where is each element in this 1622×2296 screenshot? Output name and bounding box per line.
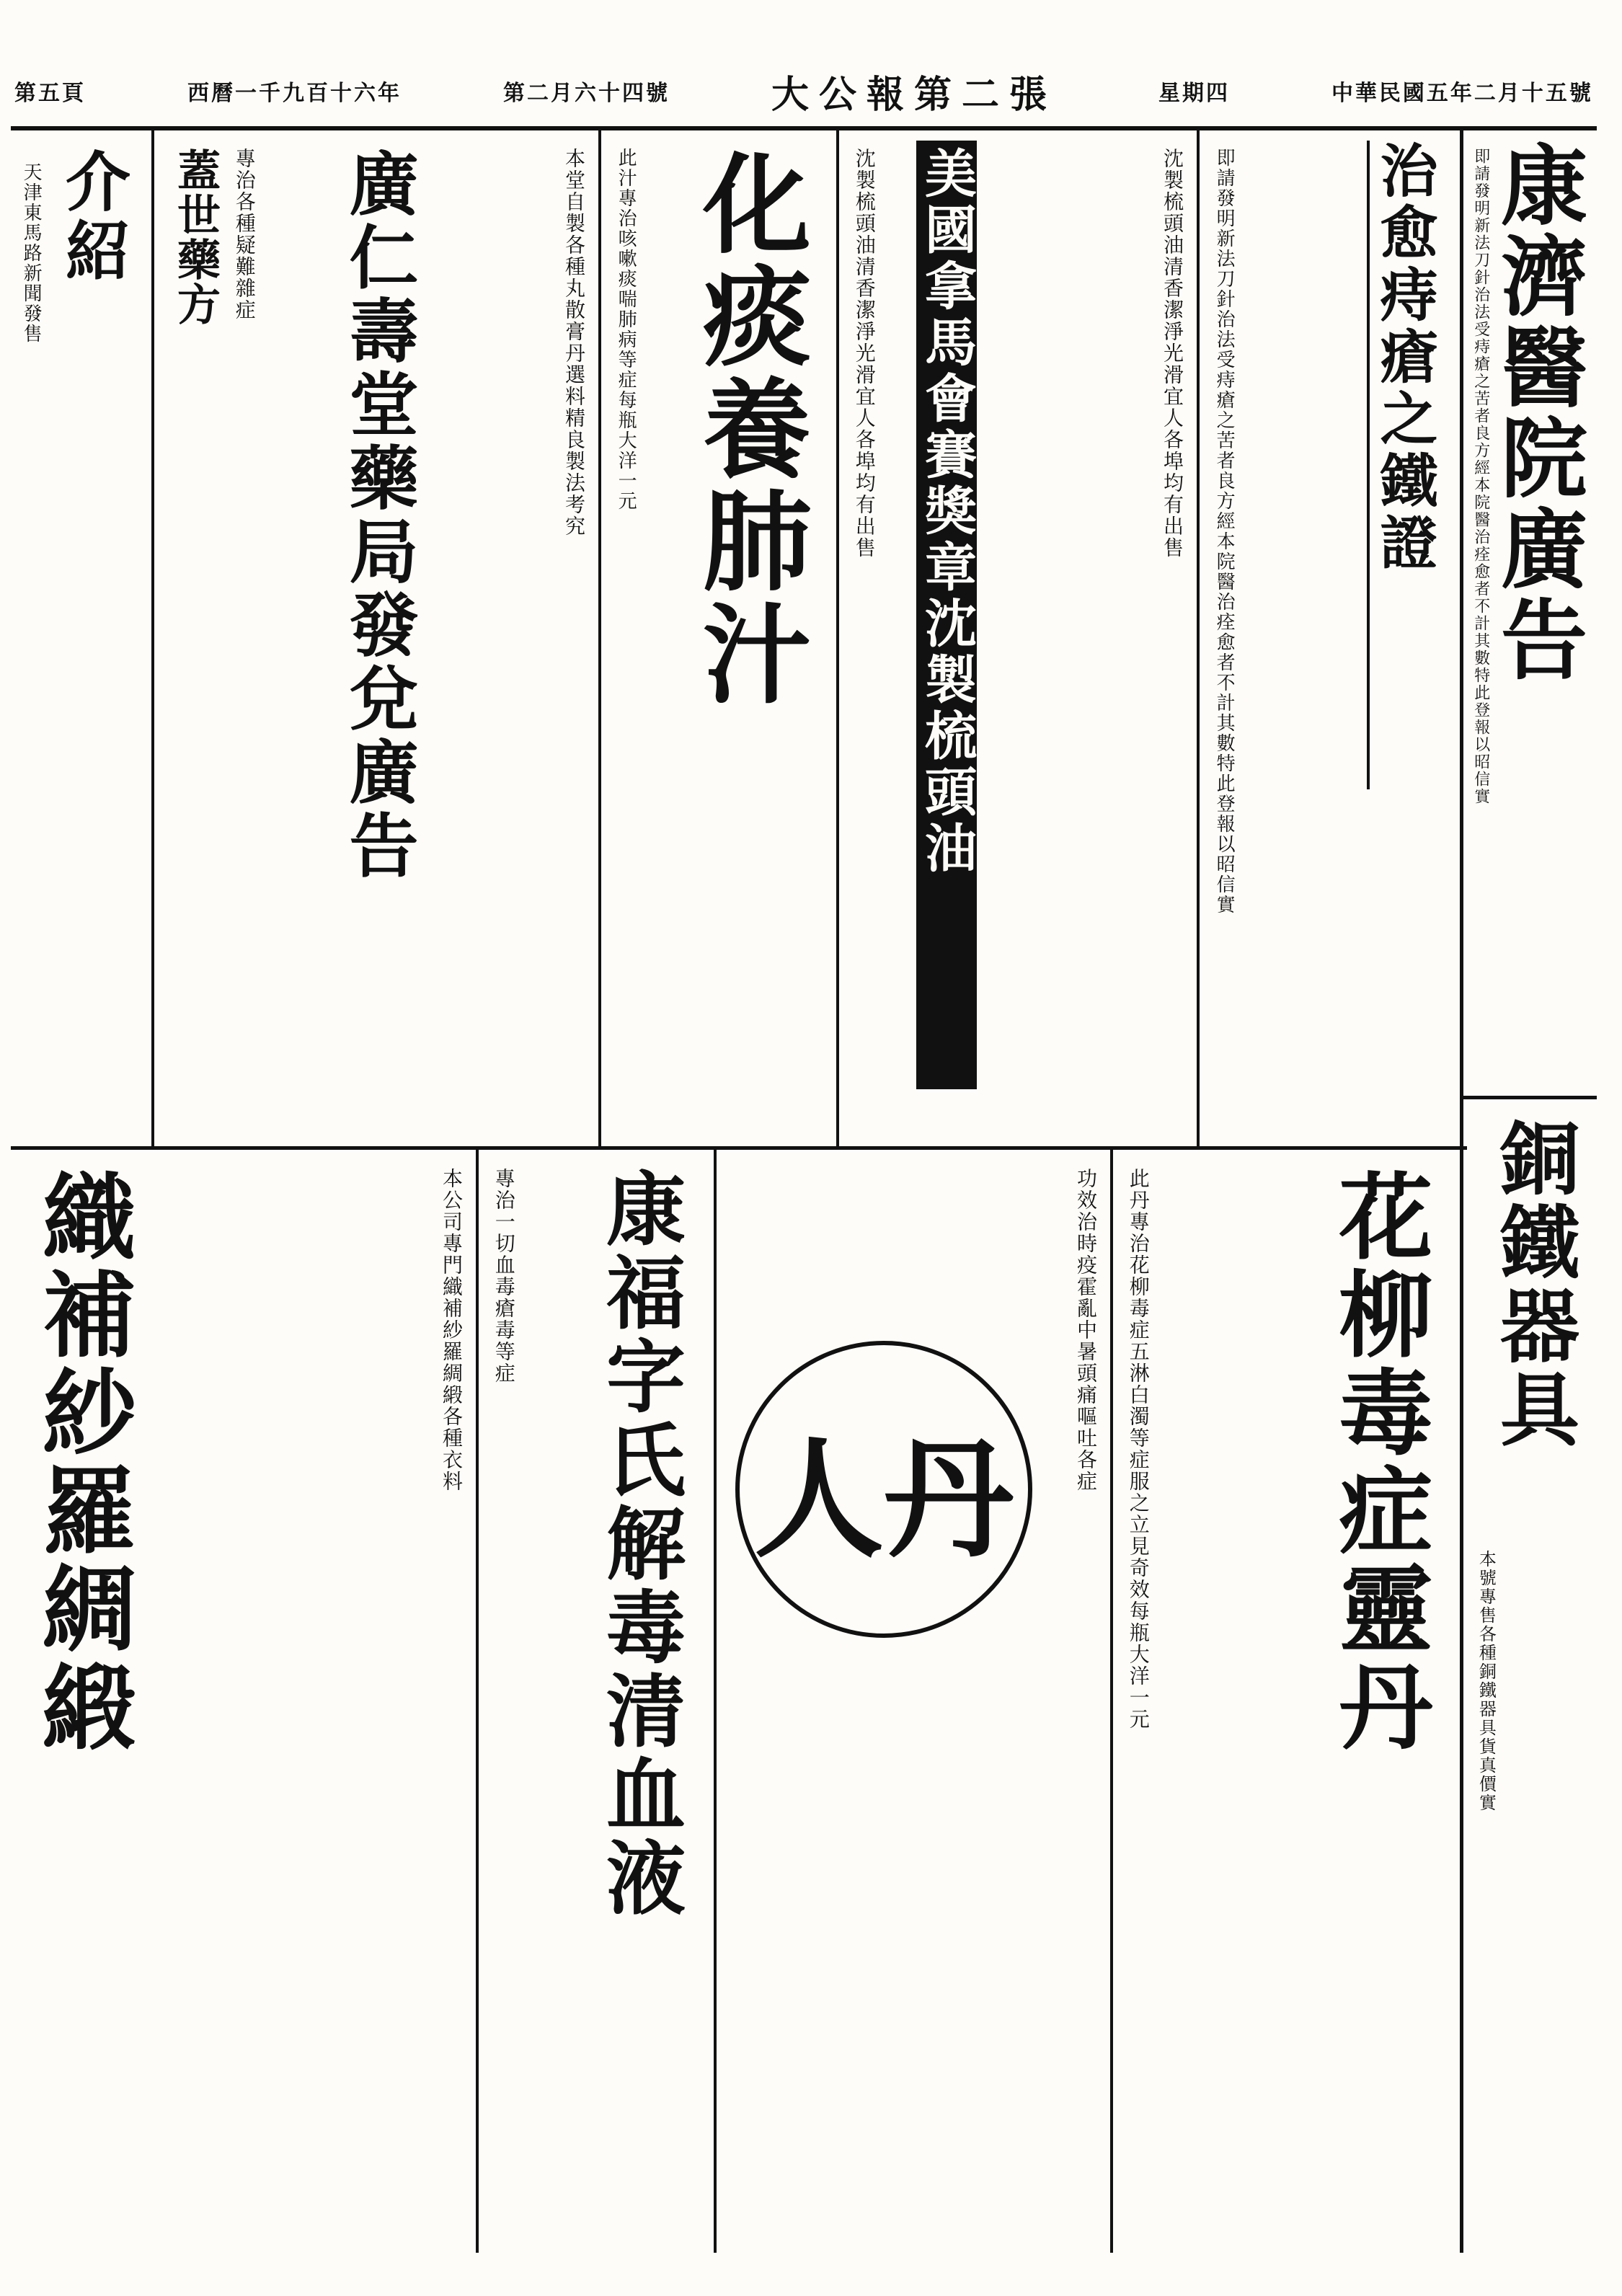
ad-huayang	[606, 133, 833, 1143]
ad-shenzhi-text: 沈製梳頭油清香潔淨光滑宜人各埠均有出售	[852, 148, 877, 559]
ad-tongtie-text: 本號專售各種銅鐵器具貨真價實	[1476, 1550, 1497, 1812]
ad-renfang-text: 功效治時疫霍亂中暑頭痛嘔吐各症	[1074, 1168, 1098, 1492]
date-chinese: 中華民國五年二月十五號	[1331, 81, 1593, 106]
ad-renshou-headline: 廣仁壽堂藥局發兌廣告	[338, 148, 420, 883]
issue-number: 第二月六十四號	[502, 81, 670, 106]
ad-zhiliao-text: 本公司專門織補紗羅綢緞各種衣料	[440, 1168, 464, 1492]
masthead	[14, 69, 1593, 117]
ad-jieshao-headline: 介紹	[54, 148, 130, 286]
column-rule-7	[476, 1150, 479, 2253]
column-rule-6	[714, 1150, 717, 2253]
top-rule	[11, 126, 1597, 130]
column-rule-5	[1110, 1150, 1113, 2253]
ad-jieshao	[11, 133, 148, 1143]
ad-kangji-headline: 康濟醫院廣告	[1486, 141, 1588, 686]
ad-zhiliao-headline: 織補紗羅綢緞	[27, 1168, 138, 1756]
ad-tongtie	[1467, 1103, 1597, 2256]
ad-shenzhi-text-2: 沈製梳頭油清香潔淨光滑宜人各埠均有出售	[1161, 148, 1184, 559]
middle-rule	[11, 1146, 1467, 1150]
date-western: 西曆一千九百十六年	[187, 81, 402, 106]
column-rule-3	[598, 130, 601, 1146]
ad-huaren-text: 此丹專治花柳毒症五淋白濁等症服之立見奇效每瓶大洋一元	[1126, 1168, 1151, 1730]
ad-shenzhi	[843, 133, 1193, 1143]
ad-tongtie-headline: 銅鐵器具	[1487, 1117, 1580, 1452]
column-rule-2	[836, 130, 839, 1146]
ad-huayang-headline: 化痰養肺汁	[684, 148, 811, 710]
column-rule-4	[151, 130, 154, 1146]
ad-kangfu-headline: 康福字氏解毒清血液	[593, 1168, 686, 1920]
ad-renfang	[721, 1153, 1107, 2253]
ad-kangfu-text: 專治一切血毒瘡毒等症	[492, 1168, 516, 1384]
right-column-rule	[1460, 126, 1463, 2253]
ad-jieshao-text: 天津東馬路新聞發售	[20, 162, 43, 344]
paper-name: 大公報第二張	[771, 72, 1057, 117]
ad-gaizhuang-text: 專治各種疑難雜症	[232, 148, 257, 321]
ad-kangji-body: 即請發明新法刀針治法受痔瘡之苦者良方經本院醫治痊愈者不計其數特此登報以昭信實	[1213, 148, 1236, 915]
ad-kangfu	[483, 1153, 710, 2253]
ad-kangji-hospital	[1467, 133, 1597, 1092]
page-label: 第五頁	[14, 81, 86, 106]
renfang-badge-text: 人丹	[753, 1424, 1014, 1576]
ad-renshou	[159, 133, 595, 1143]
ad-shenzhi-headline: 美國拿馬會賽獎章沈製梳頭油	[916, 141, 977, 1089]
ad-huaren-headline: 花柳毒症靈丹	[1324, 1168, 1434, 1756]
ad-kangji-tag-panel	[1204, 133, 1456, 1143]
column-rule-1	[1197, 130, 1200, 1146]
ad-huayang-text: 此汁專治咳嗽痰喘肺病等症每瓶大洋一元	[615, 148, 637, 511]
ad-kangji-tag: 治愈痔瘡之鐵證	[1367, 141, 1435, 789]
ad-gaizhuang-headline: 蓋世藥方	[170, 148, 221, 327]
ad-renshou-text: 本堂自製各種丸散膏丹選料精良製法考究	[562, 148, 586, 537]
ad-zhiliao	[11, 1153, 472, 2253]
ad-huaren	[1117, 1153, 1456, 2253]
renfang-badge	[735, 1341, 1032, 1638]
ad-kangji-text: 即請發明新法刀針治法受痔瘡之苦者良方經本院醫治痊愈者不計其數特此登報以昭信實	[1471, 148, 1490, 805]
right-column-divider	[1463, 1096, 1597, 1099]
weekday: 星期四	[1158, 81, 1230, 106]
